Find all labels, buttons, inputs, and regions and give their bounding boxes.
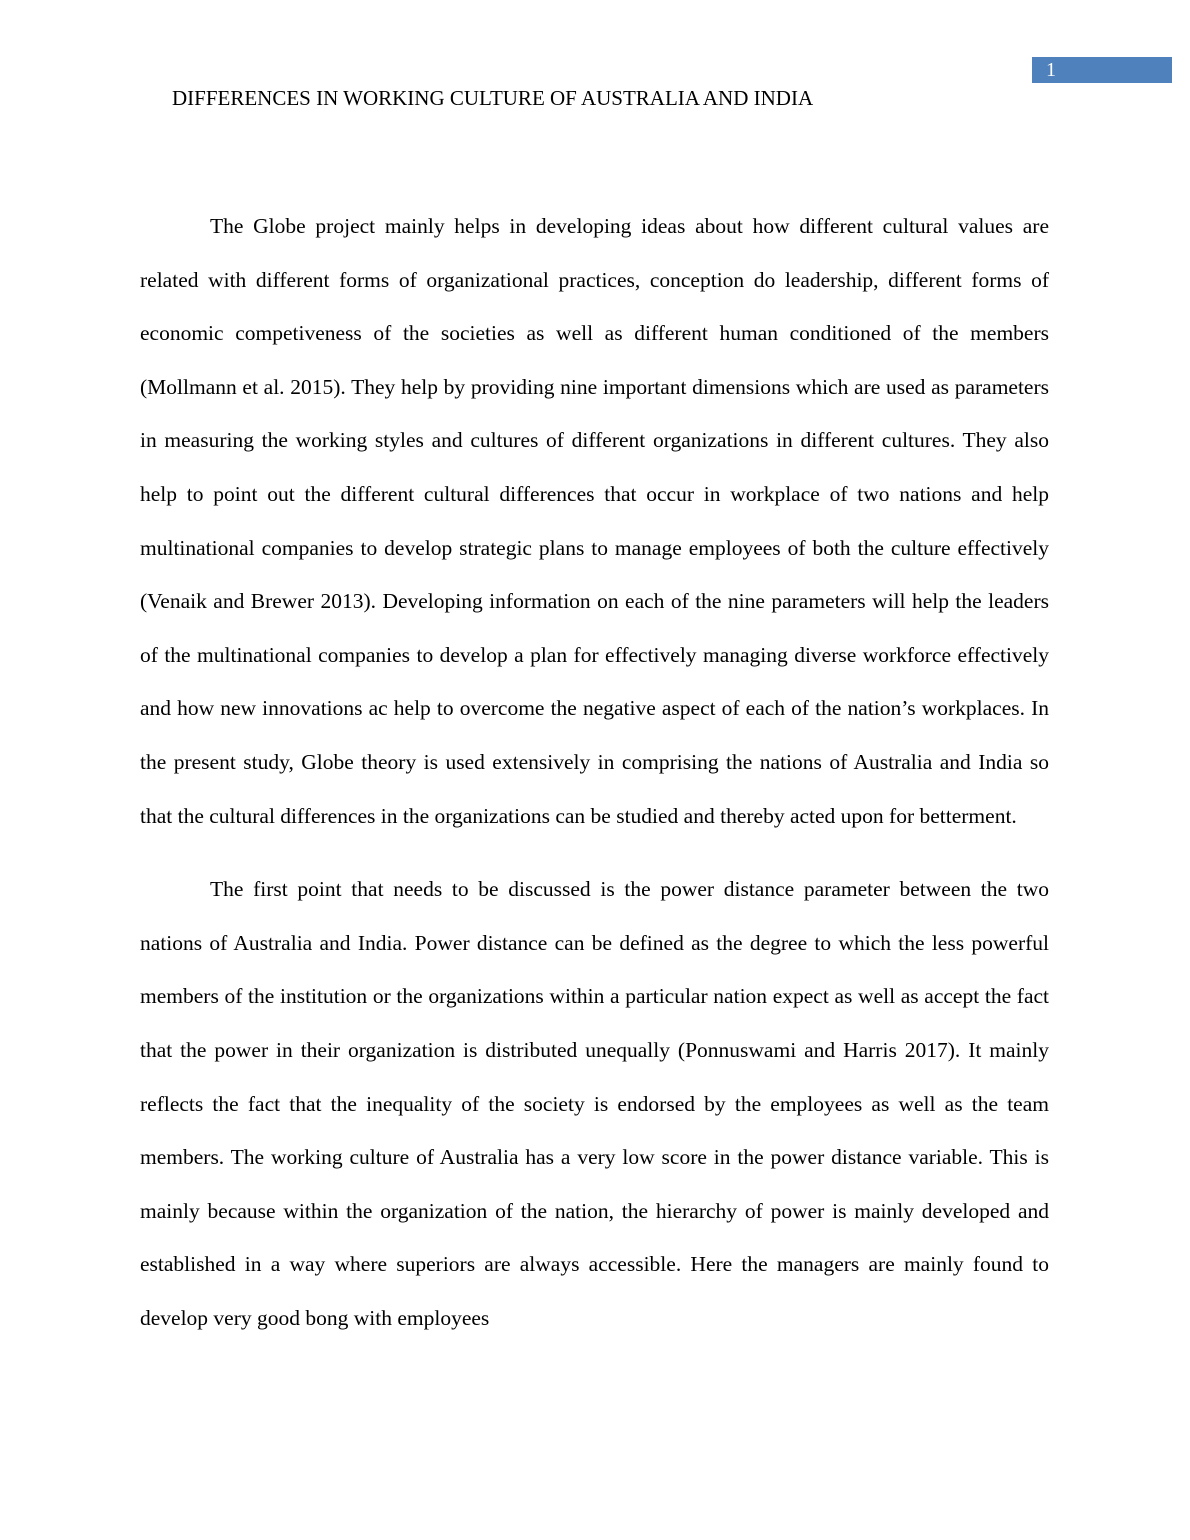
- page-number-box: [1032, 57, 1172, 83]
- document-body: [140, 200, 1049, 1345]
- page-number: 1: [1046, 59, 1056, 81]
- paragraph-globe-project: The Globe project mainly helps in developing ideas about how different cultural values are related with different forms of organizational practices, conception do leadership, different forms of economic competiveness of the societies as well as different human conditioned of the members (Mollmann et al. 2015). They help by providing nine important dimensions which are used as parameters in measuring the working styles and cultures of different organizations in different cultures. They also help to point out the different cultural differences that occur in workplace of two nations and help multinational companies to develop strategic plans to manage employees of both the culture effectively (Venaik and Brewer 2013). Developing information on each of the nine parameters will help the leaders of the multinational companies to develop a plan for effectively managing diverse workforce effectively and how new innovations ac help to overcome the negative aspect of each of the nation’s workplaces. In the present study, Globe theory is used extensively in comprising the nations of Australia and India so that the cultural differences in the organizations can be studied and thereby acted upon for betterment.: [140, 214, 1049, 828]
- paragraph-power-distance: The first point that needs to be discussed is the power distance parameter between the two nations of Australia and India. Power distance can be defined as the degree to which the less powerful members of the institution or the organizations within a particular nation expect as well as accept the fact that the power in their organization is distributed unequally (Ponnuswami and Harris 2017). It mainly reflects the fact that the inequality of the society is endorsed by the employees as well as the team members. The working culture of Australia has a very low score in the power distance variable. This is mainly because within the organization of the nation, the hierarchy of power is mainly developed and established in a way where superiors are always accessible. Here the managers are mainly found to develop very good bong with employees: [140, 877, 1049, 1330]
- running-head: DIFFERENCES IN WORKING CULTURE OF AUSTRALIA AND INDIA: [172, 86, 814, 110]
